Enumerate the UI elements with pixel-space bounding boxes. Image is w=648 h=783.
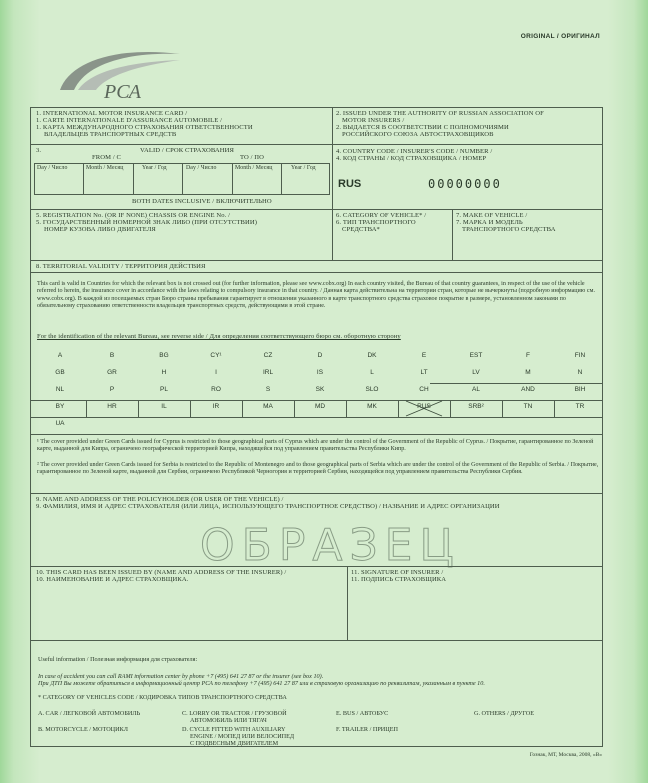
s3-valid: VALID / СРОК СТРАХОВАНИЯ	[140, 147, 235, 154]
country-box-h: H	[161, 369, 167, 376]
sample-stamp: ОБРАЗЕЦ	[200, 520, 461, 571]
country-box-il: IL	[161, 403, 167, 410]
category-e: E. BUS / АВТОБУС	[336, 710, 389, 717]
country-box-bg: BG	[159, 352, 169, 359]
s3-col-month2: Month / Месяц	[235, 165, 273, 171]
s4-line2: 4. КОД СТРАНЫ / КОД СТРАХОВЩИКА / НОМЕР	[336, 155, 487, 162]
country-box-fin: FIN	[574, 352, 586, 359]
country-box-gb: GB	[55, 369, 65, 376]
s7-line3: ТРАНСПОРТНОГО СРЕДСТВА	[462, 226, 556, 233]
category-b: B. MOTORCYCLE / МОТОЦИКЛ	[38, 726, 128, 733]
s2-line3: 2. ВЫДАЕТСЯ В СООТВЕТСТВИИ С ПОЛНОМОЧИЯМИ	[336, 124, 509, 131]
s3-both-dates: BOTH DATES INCLUSIVE / ВКЛЮЧИТЕЛЬНО	[132, 198, 272, 205]
country-box-rus: RUS	[417, 403, 431, 410]
s3-col-day1: Day / Число	[37, 165, 68, 171]
country-box-irl: IRL	[262, 369, 274, 376]
country-box-s: S	[265, 386, 271, 393]
country-box-i: I	[215, 369, 217, 376]
country-box-p: P	[109, 386, 115, 393]
country-box-nl: NL	[55, 386, 65, 393]
s1-line2: 1. CARTE INTERNATIONALE D'ASSURANCE AUTOMOBILE /	[36, 117, 223, 124]
s10-line1: 10. THIS CARD HAS BEEN ISSUED BY (NAME AND ADDRESS OF THE INSURER) /	[36, 569, 287, 576]
s9-line2: 9. ФАМИЛИЯ, ИМЯ И АДРЕС СТРАХОВАТЕЛЯ (ИЛИ ЛИЦА, ИСПОЛЬЗУЮЩЕГО ТРАНСПОРТНОЕ СРЕДСТВО) / НАЗВАНИЕ И АДРЕС ОРГАНИЗАЦИИ	[36, 503, 500, 510]
s3-to: TO / ПО	[240, 154, 265, 161]
s6-line3: СРЕДСТВА*	[342, 226, 380, 233]
country-box-tr: TR	[575, 403, 585, 410]
country-box-ro: RO	[211, 386, 221, 393]
s5-line3: НОМЕР КУЗОВА ЛИБО ДВИГАТЕЛЯ	[44, 226, 156, 233]
original-label: ORIGINAL / ОРИГИНАЛ	[520, 33, 600, 40]
category-c-line2: АВТОМОБИЛЬ ИЛИ ТЯГАЧ	[190, 717, 267, 724]
accident-info-en: In case of accident you can call RAMI information center by phone +7 (495) 641 27 87 or the insurer (see box 10).	[38, 673, 324, 680]
country-box-n: N	[577, 369, 583, 376]
s11-line1: 11. SIGNATURE OF INSURER /	[351, 569, 444, 576]
accident-info-ru: При ДТП Вы можете обратиться в информационный центр РСА по телефону +7 (495) 641 27 87 или в страховую организацию по реквизитам, указанным в пункте 10.	[38, 680, 485, 687]
country-box-hr: HR	[107, 403, 117, 410]
country-box-ua: UA	[55, 420, 65, 427]
s8-note-cyprus: ¹ The cover provided under Green Cards issued for Cyprus is restricted to those geographical parts of Cyprus which are under the control of the Government of the Republic of Cyprus. / Покрытие, гарантированное по Зеленой карте, выданной для Кипра, ограничено географической территорией Кипра, находящейся под управлением правительства Республики Кипр.	[37, 439, 594, 453]
category-c-line1: C. LORRY OR TRACTOR / ГРУЗОВОЙ	[182, 710, 287, 717]
country-box-lt: LT	[420, 369, 428, 376]
country-box-dk: DK	[367, 352, 377, 359]
s3-col-year2: Year / Год	[291, 165, 316, 171]
useful-info: Useful information / Полезная информация для страхователя:	[38, 656, 198, 663]
category-d-line2: ENGINE / МОПЕД ИЛИ ВЕЛОСИПЕД	[190, 733, 295, 740]
country-box-est: EST	[469, 352, 483, 359]
s8-title: 8. TERRITORIAL VALIDITY / ТЕРРИТОРИЯ ДЕЙСТВИЯ	[36, 263, 206, 270]
country-code: RUS	[338, 178, 362, 190]
s2-line4: РОССИЙСКОГО СОЮЗА АВТОСТРАХОВЩИКОВ	[342, 131, 494, 138]
s5-line1: 5. REGISTRATION No. (OR IF NONE) CHASSIS OR ENGINE No. /	[36, 212, 231, 219]
s7-line1: 7. MAKE OF VEHICLE /	[456, 212, 528, 219]
s1-line4: ВЛАДЕЛЬЦЕВ ТРАНСПОРТНЫХ СРЕДСТВ	[44, 131, 177, 138]
country-box-tn: TN	[523, 403, 533, 410]
country-box-ch: CH	[419, 386, 429, 393]
country-box-f: F	[526, 352, 530, 359]
s3-num: 3.	[36, 147, 42, 154]
country-box-d: D	[317, 352, 323, 359]
s6-line1: 6. CATEGORY OF VEHICLE* /	[336, 212, 427, 219]
country-box-mk: MK	[367, 403, 377, 410]
country-box-md: MD	[314, 403, 326, 410]
country-box-e: E	[421, 352, 427, 359]
category-g: G. OTHERS / ДРУГОЕ	[474, 710, 534, 717]
s11-line2: 11. ПОДПИСЬ СТРАХОВЩИКА	[351, 576, 447, 583]
country-box-lv: LV	[472, 369, 480, 376]
s3-col-day2: Day / Число	[186, 165, 217, 171]
s3-col-year1: Year / Год	[142, 165, 167, 171]
country-box-m: M	[525, 369, 531, 376]
country-box-slo: SLO	[365, 386, 379, 393]
country-box-cy: CY¹	[210, 352, 222, 359]
country-box-and: AND	[521, 386, 535, 393]
country-box-gr: GR	[107, 369, 117, 376]
country-box-l: L	[370, 369, 374, 376]
country-box-b: B	[109, 352, 115, 359]
s10-line2: 10. НАИМЕНОВАНИЕ И АДРЕС СТРАХОВЩИКА.	[36, 576, 189, 583]
category-a: A. CAR / ЛЕГКОВОЙ АВТОМОБИЛЬ	[38, 710, 141, 717]
country-box-pl: PL	[160, 386, 168, 393]
s8-paragraph: This card is valid in Countries for which the relevant box is not crossed out (for further information, please see www.cobx.org) In each country visited, the Bureau of that country guarantees, in respect of the use of the vehicle referred to herein, the insurance cover in accordance with the laws relating to compulsory insurance in that country. / Данная карта действительна на территории стран, которые не вычеркнуты (подробную информацию см. www.cobx.org). В каждой из посещаемых стран Бюро страны пребывания гарантирует в отношении указанного в карте транспортного средства страховое покрытие в размере, установленном законами по обязательному страхованию ответственности владельцев транспортных средств, действующими в этой стране.	[37, 281, 595, 309]
card-frame	[30, 107, 603, 747]
s2-line2: MOTOR INSURERS /	[342, 117, 405, 124]
country-box-bih: BIH	[574, 386, 586, 393]
s2-line1: 2. ISSUED UNDER THE AUTHORITY OF RUSSIAN ASSOCIATION OF	[336, 110, 544, 117]
s8-identification: For the identification of the relevant Bureau, see reverse side / Для определения соответствующего бюро см. оборотную сторону	[37, 333, 401, 340]
category-d-line1: D. CYCLE FITTED WITH AUXILIARY	[182, 726, 286, 733]
category-f: F. TRAILER / ПРИЦЕП	[336, 726, 398, 733]
rsa-logo	[56, 42, 186, 102]
country-box-ir: IR	[212, 403, 220, 410]
country-box-ma: MA	[263, 403, 273, 410]
svg-text:РСА: РСА	[104, 81, 142, 102]
category-title: * CATEGORY OF VEHICLES CODE / КОДИРОВКА ТИПОВ ТРАНСПОРТНОГО СРЕДСТВА	[38, 694, 287, 701]
country-box-by: BY	[55, 403, 65, 410]
s6-line2: 6. ТИП ТРАНСПОРТНОГО	[336, 219, 416, 226]
s8-note-serbia: ² The cover provided under Green Cards issued for Serbia is restricted to the Republic of Montenegro and to those geographical parts of Serbia which are under the control of the Government of the Republic of Serbia. / Покрытие, гарантированное по Зеленой карте, выданной для Сербии, ограничено Республикой Черногория и территорией Сербии, находящейся под управлением правительства Республики Сербия.	[37, 462, 599, 476]
country-box-srb: SRB²	[468, 403, 484, 410]
s4-line1: 4. COUNTRY CODE / INSURER'S CODE / NUMBER /	[336, 148, 493, 155]
rus-crossed-out-icon	[404, 400, 444, 417]
country-box-cz: CZ	[263, 352, 273, 359]
s7-line2: 7. МАРКА И МОДЕЛЬ	[456, 219, 523, 226]
s3-col-month1: Month / Месяц	[86, 165, 124, 171]
country-box-al: AL	[472, 386, 480, 393]
country-box-a: A	[57, 352, 63, 359]
s1-line1: 1. INTERNATIONAL MOTOR INSURANCE CARD /	[36, 110, 188, 117]
s3-from: FROM / С	[92, 154, 122, 161]
print-info: Гознак, МТ, Москва, 2008, «В»	[529, 752, 602, 758]
s9-line1: 9. NAME AND ADDRESS OF THE POLICYHOLDER (OR USER OF THE VEHICLE) /	[36, 496, 284, 503]
country-box-sk: SK	[315, 386, 325, 393]
card-number: 00000000	[428, 177, 502, 191]
country-box-is: IS	[316, 369, 324, 376]
category-d-line3: С ПОДВЕСНЫМ ДВИГАТЕЛЕМ	[190, 740, 279, 747]
s1-line3: 1. КАРТА МЕЖДУНАРОДНОГО СТРАХОВАНИЯ ОТВЕТСТВЕННОСТИ	[36, 124, 253, 131]
s5-line2: 5. ГОСУДАРСТВЕННЫЙ НОМЕРНОЙ ЗНАК ЛИБО (ПРИ ОТСУТСТВИИ)	[36, 219, 257, 226]
